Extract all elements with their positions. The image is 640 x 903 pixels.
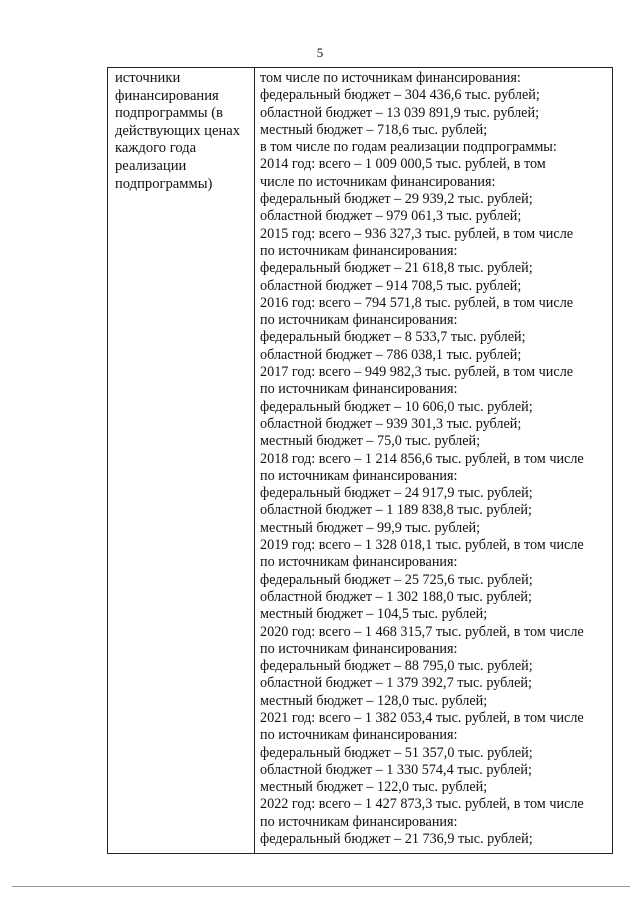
financing-line: местный бюджет – 75,0 тыс. рублей; (260, 433, 481, 450)
financing-line: областной бюджет – 939 301,3 тыс. рублей; (260, 415, 522, 432)
financing-line: по источникам финансирования: (260, 242, 458, 259)
financing-line: 2018 год: всего – 1 214 856,6 тыс. рублей, в том числе (260, 450, 584, 467)
financing-line: областной бюджет – 914 708,5 тыс. рублей; (260, 277, 522, 294)
financing-line: областной бюджет – 979 061,3 тыс. рублей; (260, 208, 522, 225)
financing-line: числе по источникам финансирования: (260, 173, 496, 190)
financing-line: по источникам финансирования: (260, 312, 458, 329)
financing-line: по источникам финансирования: (260, 813, 458, 830)
page-bottom-edge (12, 886, 630, 887)
financing-line: по источникам финансирования: (260, 381, 458, 398)
financing-details (255, 68, 612, 853)
financing-line: 2015 год: всего – 936 327,3 тыс. рублей, в том числе (260, 225, 574, 242)
financing-line: по источникам финансирования: (260, 727, 458, 744)
financing-line: федеральный бюджет – 10 606,0 тыс. рублей; (260, 398, 533, 415)
financing-line: по источникам финансирования: (260, 640, 458, 657)
financing-line: 2020 год: всего – 1 468 315,7 тыс. рублей, в том числе (260, 623, 584, 640)
financing-table (107, 67, 613, 854)
financing-line: областной бюджет – 1 330 574,4 тыс. рублей; (260, 761, 532, 778)
financing-line: 2017 год: всего – 949 982,3 тыс. рублей, в том числе (260, 364, 574, 381)
page-number: 5 (316, 45, 324, 60)
financing-line: областной бюджет – 13 039 891,9 тыс. рублей; (260, 104, 540, 121)
financing-line: в том числе по годам реализации подпрограммы: (260, 139, 557, 156)
financing-line: областной бюджет – 1 302 188,0 тыс. рублей; (260, 588, 532, 605)
financing-line: 2016 год: всего – 794 571,8 тыс. рублей, в том числе (260, 294, 574, 311)
financing-line: местный бюджет – 122,0 тыс. рублей; (260, 779, 488, 796)
financing-line: местный бюджет – 718,6 тыс. рублей; (260, 121, 488, 138)
financing-line: 2022 год: всего – 1 427 873,3 тыс. рублей, в том числе (260, 796, 584, 813)
financing-line: местный бюджет – 99,9 тыс. рублей; (260, 519, 481, 536)
financing-line: местный бюджет – 128,0 тыс. рублей; (260, 692, 488, 709)
table-row (108, 68, 613, 854)
financing-sources-label: источники финансирования подпрограммы (в действующих ценах каждого года реализации подпрограммы) (115, 70, 241, 192)
financing-line: том числе по источникам финансирования: (260, 70, 521, 86)
financing-line: федеральный бюджет – 25 725,6 тыс. рублей; (260, 571, 533, 588)
financing-line: федеральный бюджет – 88 795,0 тыс. рублей; (260, 658, 533, 675)
financing-line: 2014 год: всего – 1 009 000,5 тыс. рублей, в том (260, 156, 546, 173)
financing-line: федеральный бюджет – 51 357,0 тыс. рублей; (260, 744, 533, 761)
financing-line: федеральный бюджет – 24 917,9 тыс. рублей; (260, 485, 533, 502)
financing-line: федеральный бюджет – 304 436,6 тыс. рублей; (260, 87, 540, 104)
financing-line: федеральный бюджет – 21 736,9 тыс. рублей; (260, 831, 533, 848)
value-cell (255, 68, 613, 854)
financing-line: по источникам финансирования: (260, 554, 458, 571)
financing-line: 2021 год: всего – 1 382 053,4 тыс. рублей, в том числе (260, 709, 584, 726)
financing-line: областной бюджет – 1 379 392,7 тыс. рублей; (260, 675, 532, 692)
financing-line: областной бюджет – 1 189 838,8 тыс. рублей; (260, 502, 532, 519)
financing-line: 2019 год: всего – 1 328 018,1 тыс. рублей, в том числе (260, 537, 584, 554)
financing-line: местный бюджет – 104,5 тыс. рублей; (260, 606, 488, 623)
financing-line: федеральный бюджет – 8 533,7 тыс. рублей; (260, 329, 526, 346)
financing-line: федеральный бюджет – 21 618,8 тыс. рублей; (260, 260, 533, 277)
financing-line: федеральный бюджет – 29 939,2 тыс. рублей; (260, 191, 533, 208)
financing-line: по источникам финансирования: (260, 467, 458, 484)
financing-line: областной бюджет – 786 038,1 тыс. рублей; (260, 346, 522, 363)
label-cell (108, 68, 255, 854)
